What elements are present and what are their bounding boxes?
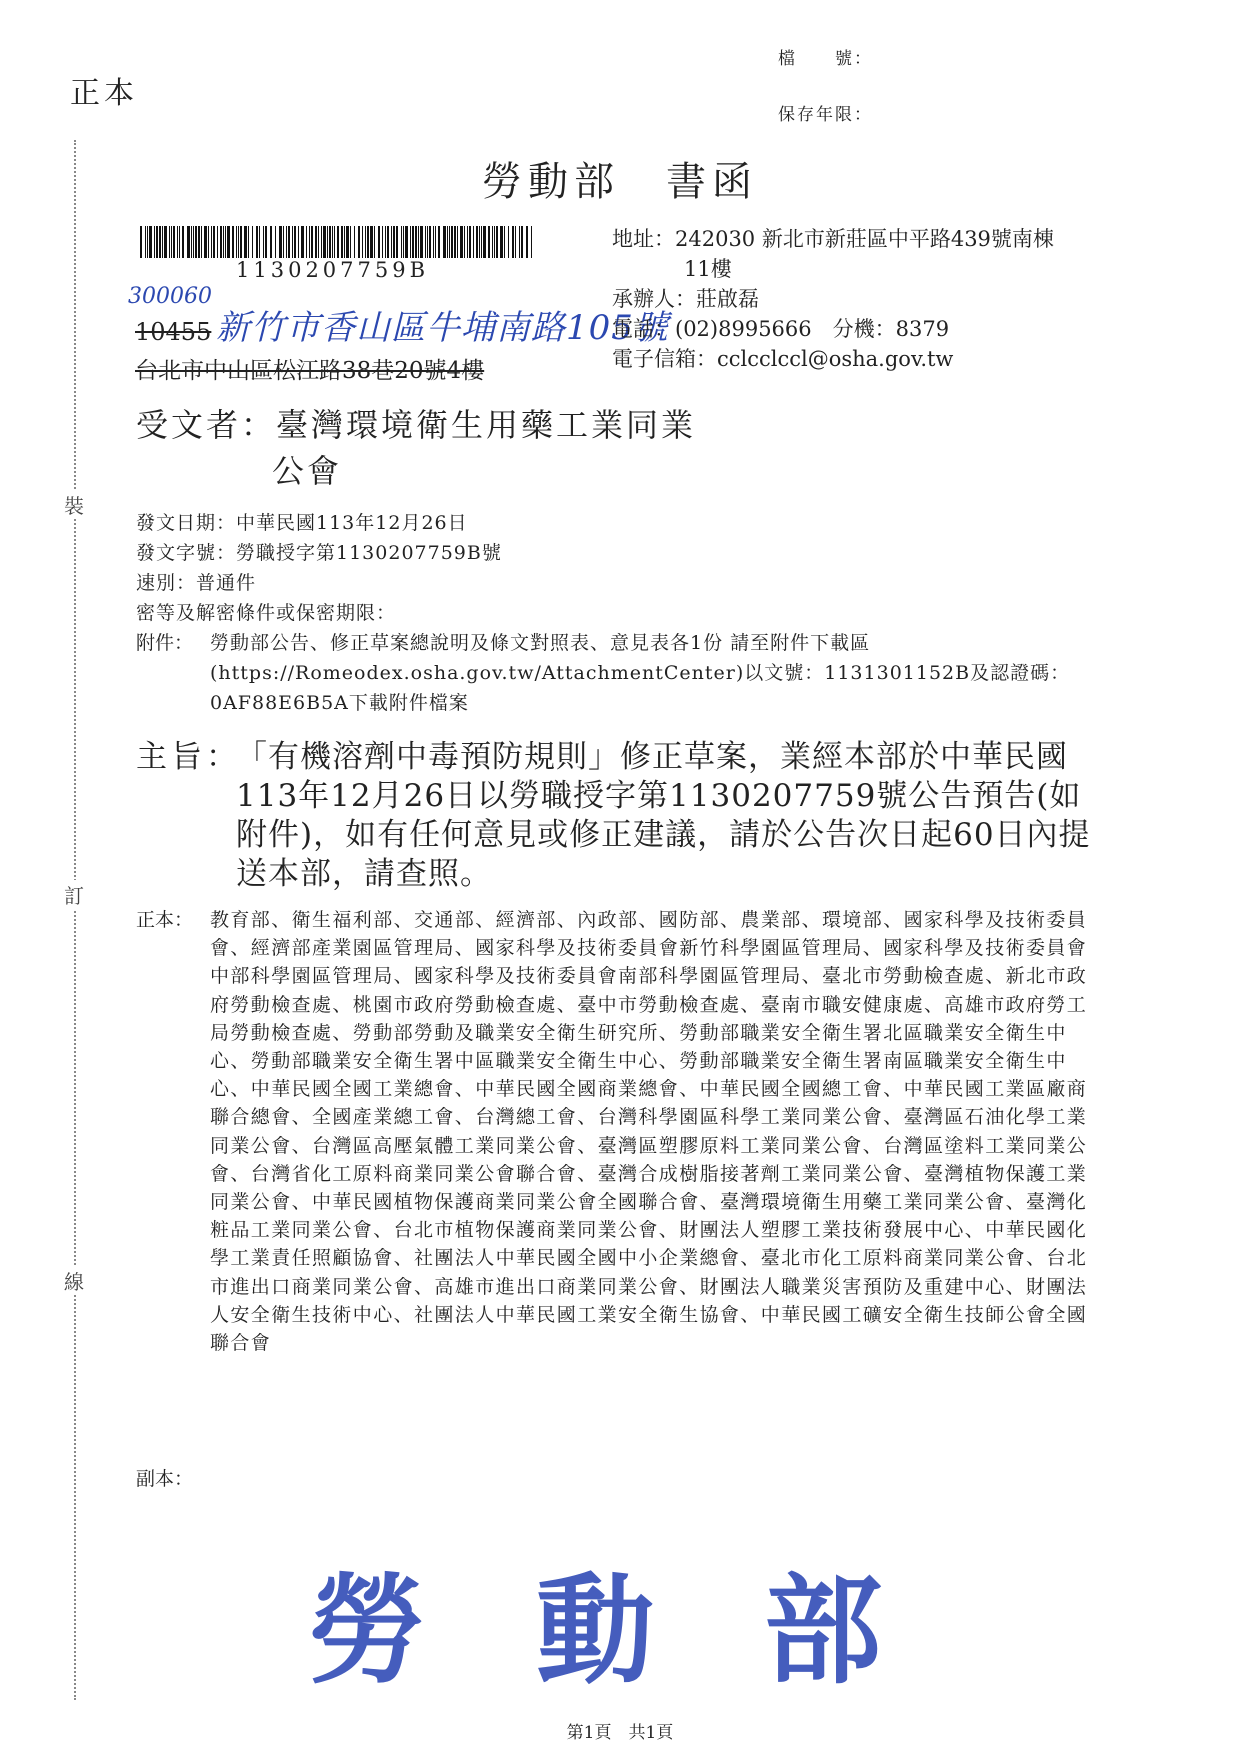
secrecy-terms: 密等及解密條件或保密期限： xyxy=(136,602,397,624)
barcode-bar xyxy=(191,226,192,258)
barcode-bar xyxy=(236,226,237,258)
barcode-bar xyxy=(405,226,408,258)
barcode-bar xyxy=(391,226,392,258)
barcode-bar xyxy=(309,226,310,258)
barcode-bar xyxy=(213,226,215,258)
subject xyxy=(136,738,1106,894)
barcode-bar xyxy=(378,226,380,258)
barcode-bar xyxy=(382,226,383,258)
barcode-bar xyxy=(494,226,495,258)
barcode-bar xyxy=(195,226,197,258)
barcode-bar xyxy=(420,226,423,258)
binding-line xyxy=(74,140,76,1700)
barcode-bar xyxy=(354,226,355,258)
barcode-bar xyxy=(318,226,319,258)
recipient xyxy=(136,402,696,494)
barcode-bar xyxy=(248,226,249,258)
barcode-bar xyxy=(240,226,242,258)
issue-date: 發文日期：中華民國113年12月26日 xyxy=(136,512,468,534)
barcode-bar xyxy=(177,226,178,258)
binding-char-bottom: 線 xyxy=(64,1266,84,1295)
barcode-bar xyxy=(208,226,209,258)
barcode-bar xyxy=(519,226,520,258)
barcode-bar xyxy=(145,226,146,258)
barcode-bar xyxy=(211,226,212,258)
barcode-bar xyxy=(410,226,411,258)
barcode-bar xyxy=(515,226,516,258)
barcode-bar xyxy=(315,226,317,258)
barcode-bar xyxy=(187,226,190,258)
barcode-bar xyxy=(169,226,170,258)
barcode-bar xyxy=(321,226,322,258)
barcode-bar xyxy=(427,226,428,258)
barcode-bar xyxy=(323,226,326,258)
barcode-bar xyxy=(156,226,158,258)
barcode-bar xyxy=(531,226,532,258)
barcode-bar xyxy=(301,226,304,258)
sender-phone: 電話：(02)8995666 分機：8379 xyxy=(612,317,950,341)
barcode-bar xyxy=(311,226,313,258)
barcode-bar xyxy=(232,226,234,258)
recipient-line1: 受文者：臺灣環境衛生用藥工業同業 xyxy=(136,406,697,444)
barcode-bar xyxy=(179,226,180,258)
copies-label: 正本： xyxy=(136,909,194,931)
barcode-bar xyxy=(454,226,456,258)
barcode-bar xyxy=(512,226,514,258)
barcode-bar xyxy=(433,226,434,258)
barcode-bar xyxy=(332,226,333,258)
sender-address: 地址：242030 新北市新莊區中平路439號南棟 xyxy=(612,227,1054,251)
attachment-text: 勞動部公告、修正草案總說明及條文對照表、意見表各1份 請至附件下載區(https://Romeodex.osha.gov.tw/AttachmentCenter)以文號：1131301152B及認證碼：0AF88E6B5A下載附件檔案 xyxy=(210,632,1071,714)
barcode-bar xyxy=(504,226,505,258)
speed-class: 速別：普通件 xyxy=(136,572,257,594)
retention-period-label: 保存年限： xyxy=(778,105,873,125)
barcode-bar xyxy=(275,226,276,258)
barcode-bar xyxy=(481,226,482,258)
barcode-bar xyxy=(473,226,474,258)
barcode-bar xyxy=(164,226,167,258)
barcode-bar xyxy=(500,226,503,258)
barcode-bar xyxy=(526,226,528,258)
sender-address-cont: 11樓 xyxy=(684,257,732,281)
binding-char-middle: 訂 xyxy=(64,880,84,909)
barcode-bar xyxy=(403,226,404,258)
barcode-bar xyxy=(365,226,366,258)
old-address-struck: 台北市中山區松江路38巷20號4樓 xyxy=(135,358,485,384)
barcode-bar xyxy=(288,226,290,258)
barcode-bar xyxy=(171,226,172,258)
barcode-bar xyxy=(435,226,436,258)
barcode-bar xyxy=(521,226,523,258)
barcode-bar xyxy=(334,226,335,258)
barcode-bar xyxy=(329,226,331,258)
barcode-bar xyxy=(306,226,307,258)
barcode-bar xyxy=(418,226,419,258)
barcode-bar xyxy=(286,226,287,258)
barcode-bar xyxy=(451,226,453,258)
barcode-bar xyxy=(204,226,207,258)
barcode-bar xyxy=(438,226,440,258)
original-recipients xyxy=(136,906,1106,1357)
barcode-bar xyxy=(201,226,202,258)
page-number: 第1頁 共1頁 xyxy=(566,1723,674,1743)
sender-contact: 承辦人：莊啟磊 xyxy=(612,287,759,311)
barcode-bar xyxy=(193,226,194,258)
issue-number: 發文字號：勞職授字第1130207759B號 xyxy=(136,542,502,564)
barcode-bar xyxy=(492,226,493,258)
barcode-bar xyxy=(401,226,402,258)
barcode-bar xyxy=(457,226,458,258)
original-copy-label: 正本 xyxy=(70,76,138,111)
old-zip-struck: 10455 xyxy=(135,318,212,346)
barcode-bar xyxy=(154,226,155,258)
recipient-line2: 公會 xyxy=(272,452,343,490)
barcode-bar xyxy=(362,226,363,258)
document-title: 勞動部 書函 xyxy=(482,159,758,205)
carbon-copy: 副本： xyxy=(136,1468,194,1490)
barcode-bar xyxy=(387,226,389,258)
barcode-bar xyxy=(469,226,471,258)
barcode-bar xyxy=(294,226,296,258)
barcode-bar xyxy=(483,226,486,258)
barcode-bar xyxy=(460,226,463,258)
barcode-bar xyxy=(220,226,222,258)
barcode-bar xyxy=(182,226,184,258)
sender-email: 電子信箱：cclcclccl@osha.gov.tw xyxy=(612,347,954,371)
barcode-bar xyxy=(508,226,509,258)
barcode-bar xyxy=(298,226,299,258)
barcode-bar xyxy=(447,226,448,258)
barcode-bar xyxy=(238,226,239,258)
subject-text: 「有機溶劑中毒預防規則」修正草案，業經本部於中華民國113年12月26日以勞職授字第1130207759號公告預告(如附件)，如有任何意見或修正建議，請於公告次日起60日內提送本部，請查照。 xyxy=(236,739,1091,892)
barcode-bar xyxy=(467,226,468,258)
copies-text: 教育部、衛生福利部、交通部、經濟部、內政部、國防部、農業部、環境部、國家科學及技術委員會、經濟部產業園區管理局、國家科學及技術委員會新竹科學園區管理局、國家科學及技術委員會中部科學園區管理局、國家科學及技術委員會南部科學園區管理局、臺北市勞動檢查處、新北市政府勞動檢查處、桃園市政府勞動檢查處、臺中市勞動檢查處、臺南市職安健康處、高雄市政府勞工局勞動檢查處、勞動部勞動及職業安全衛生研究所、勞動部職業安全衛生署北區職業安全衛生中心、勞動部職業安全衛生署中區職業安全衛生中心、勞動部職業安全衛生署南區職業安全衛生中心、中華民國全國工業總會、中華民國全國商業總會、中華民國全國總工會、中華民國工業區廠商聯合總會、全國產業總工會、台灣總工會、台灣科學園區科學工業同業公會、臺灣區石油化學工業同業公會、台灣區高壓氣體工業同業公會、臺灣區塑膠原料工業同業公會、台灣區塗料工業同業公會、台灣省化工原料商業同業公會聯合會、臺灣合成樹脂接著劑工業同業公會、臺灣植物保護工業同業公會、中華民國植物保護商業同業公會全國聯合會、臺灣環境衛生用藥工業同業公會、臺灣化粧品工業同業公會、台北市植物保護商業同業公會、財團法人塑膠工業技術發展中心、中華民國化學工業責任照顧協會、社團法人中華民國全國中小企業總會、臺北市化工原料商業同業公會、台北市進出口商業同業公會、高雄市進出口商業同業公會、財團法人職業災害預防及重建中心、財團法人安全衛生技術中心、社團法人中華民國工業安全衛生協會、中華民國工礦安全衛生技師公會全國聯合會 xyxy=(210,909,1088,1355)
barcode-bar xyxy=(385,226,386,258)
barcode-bar xyxy=(346,226,349,258)
barcode-bar xyxy=(443,226,446,258)
barcode-bar xyxy=(149,226,152,258)
barcode-bar xyxy=(464,226,465,258)
barcode-bar xyxy=(244,226,247,258)
barcode-bar xyxy=(265,226,267,258)
barcode-bar xyxy=(259,226,260,258)
barcode-bar xyxy=(449,226,450,258)
ministry-seal: 勞動部 xyxy=(307,1562,992,1700)
barcode-bar xyxy=(344,226,345,258)
handwritten-address: 新竹市香山區牛埔南路105號 xyxy=(216,308,669,348)
attachments xyxy=(136,628,1106,718)
barcode-bar xyxy=(396,226,398,258)
barcode-bar xyxy=(367,226,369,258)
barcode-bar xyxy=(327,226,328,258)
barcode-bar xyxy=(270,226,272,258)
barcode-bar xyxy=(479,226,480,258)
barcode-bar xyxy=(198,226,200,258)
barcode-bar xyxy=(496,226,498,258)
barcode-bar xyxy=(358,226,360,258)
barcode-bar xyxy=(350,226,351,258)
barcode-bar xyxy=(292,226,293,258)
barcode-bar xyxy=(223,226,224,258)
barcode-bar xyxy=(488,226,490,258)
barcode-bar xyxy=(374,226,375,258)
barcode-bar xyxy=(225,226,226,258)
barcode-bar xyxy=(173,226,175,258)
barcode-bar xyxy=(252,226,253,258)
barcode-bar xyxy=(283,226,284,258)
barcode-bar xyxy=(140,226,142,258)
barcode-bar xyxy=(256,226,258,258)
barcode xyxy=(140,226,536,258)
barcode-bar xyxy=(425,226,426,258)
binding-char-top: 裝 xyxy=(64,490,84,519)
barcode-bar xyxy=(337,226,339,258)
barcode-bar xyxy=(476,226,478,258)
barcode-bar xyxy=(263,226,264,258)
barcode-bar xyxy=(412,226,414,258)
barcode-bar xyxy=(429,226,431,258)
barcode-bar xyxy=(227,226,230,258)
file-number-label: 檔 號： xyxy=(778,49,873,69)
barcode-bar xyxy=(279,226,282,258)
barcode-bar xyxy=(217,226,218,258)
attachment-label: 附件： xyxy=(136,632,194,654)
subject-label: 主旨： xyxy=(136,739,241,775)
handwritten-zip: 300060 xyxy=(128,284,212,309)
barcode-bar xyxy=(370,226,373,258)
barcode-bar xyxy=(415,226,417,258)
barcode-bar xyxy=(159,226,161,258)
barcode-bar xyxy=(341,226,343,258)
barcode-number: 1130207759B xyxy=(236,258,430,282)
barcode-bar xyxy=(162,226,163,258)
barcode-bar xyxy=(393,226,395,258)
barcode-bar xyxy=(147,226,148,258)
